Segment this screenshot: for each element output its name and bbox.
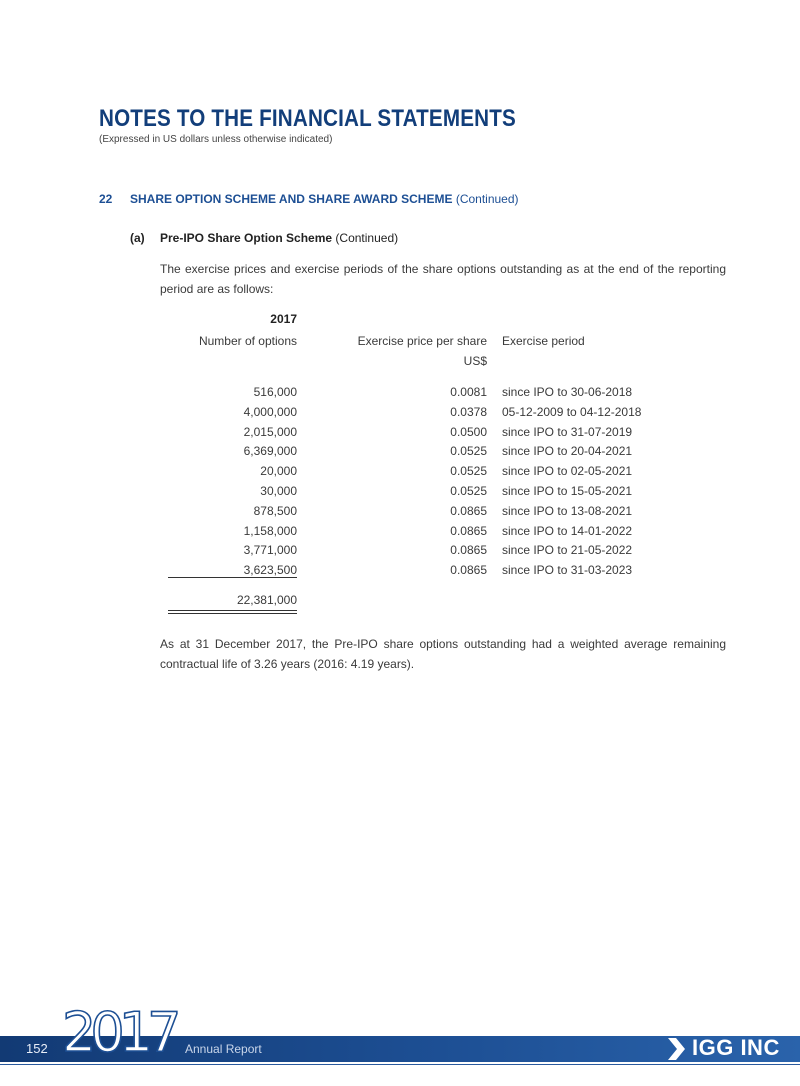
intro-paragraph: The exercise prices and exercise periods of the share options outstanding as at the end of the reporting period are as follows:: [160, 262, 726, 296]
price-cell: 0.0378: [450, 404, 487, 419]
page-subtitle: (Expressed in US dollars unless otherwise indicated): [99, 134, 333, 145]
period-cell: since IPO to 02-05-2021: [502, 464, 633, 479]
total-double-rule: [168, 610, 297, 614]
closing-paragraph: As at 31 December 2017, the Pre-IPO share options outstanding had a weighted average remaining contractual life of 3.26 years (2016: 4.19 years).: [160, 637, 726, 671]
subsection-continued: (Continued): [335, 231, 399, 245]
price-cell: 0.0525: [450, 464, 487, 479]
company-brand: IGG INC: [692, 1035, 780, 1060]
options-cell: 3,771,000: [243, 543, 297, 558]
options-cell: 30,000: [260, 483, 297, 498]
price-cell: 0.0500: [450, 424, 487, 439]
table-row: [160, 464, 720, 484]
options-cell: 3,623,500: [243, 563, 297, 578]
section-number: 22: [99, 192, 113, 206]
period-cell: 05-12-2009 to 04-12-2018: [502, 404, 642, 419]
period-cell: since IPO to 13-08-2021: [502, 503, 633, 518]
period-cell: since IPO to 15-05-2021: [502, 483, 633, 498]
table-row: [160, 444, 720, 464]
price-cell: 0.0865: [450, 543, 487, 558]
options-cell: 2,015,000: [243, 424, 297, 439]
price-cell: 0.0525: [450, 444, 487, 459]
price-cell: 0.0865: [450, 563, 487, 578]
table-row: [160, 504, 720, 524]
subsection-heading: [160, 231, 398, 245]
options-cell: 20,000: [260, 464, 297, 479]
period-cell: since IPO to 14-01-2022: [502, 523, 633, 538]
table-row: [160, 563, 720, 583]
table-row: [160, 543, 720, 563]
table-row: [160, 484, 720, 504]
subsection-title: Pre-IPO Share Option Scheme: [160, 231, 333, 245]
page-title: NOTES TO THE FINANCIAL STATEMENTS: [99, 105, 516, 132]
subsection-label: (a): [130, 231, 145, 245]
period-cell: since IPO to 31-07-2019: [502, 424, 633, 439]
period-cell: since IPO to 20-04-2021: [502, 444, 633, 459]
table-body: [160, 385, 720, 583]
table-row: [160, 385, 720, 405]
annual-report-label: Annual Report: [185, 1042, 262, 1056]
table-total: 22,381,000: [236, 593, 297, 607]
price-cell: 0.0865: [450, 523, 487, 538]
footer-rule: [0, 1064, 800, 1065]
table-row: [160, 425, 720, 445]
options-cell: 878,500: [253, 503, 297, 518]
section-title: SHARE OPTION SCHEME AND SHARE AWARD SCHEME: [130, 192, 453, 206]
column-header-price: Exercise price per share: [357, 334, 487, 348]
section-continued: (Continued): [455, 192, 519, 206]
page-number: 152: [26, 1041, 48, 1056]
chevron-right-icon: [666, 1038, 686, 1060]
subtotal-rule: [168, 577, 297, 578]
price-cell: 0.0865: [450, 503, 487, 518]
price-cell: 0.0081: [450, 385, 487, 399]
column-header-period: Exercise period: [502, 334, 585, 348]
period-cell: since IPO to 21-05-2022: [502, 543, 633, 558]
report-year-logo: 2017: [62, 1001, 176, 1064]
options-cell: 1,158,000: [243, 523, 297, 538]
options-cell: 6,369,000: [243, 444, 297, 459]
column-header-price-unit: US$: [463, 354, 487, 368]
period-cell: since IPO to 31-03-2023: [502, 563, 633, 578]
section-heading: [130, 192, 519, 206]
column-header-options: Number of options: [198, 334, 297, 348]
table-year-header: 2017: [270, 312, 297, 326]
options-cell: 4,000,000: [243, 404, 297, 419]
price-cell: 0.0525: [450, 483, 487, 498]
period-cell: since IPO to 30-06-2018: [502, 385, 633, 399]
table-row: [160, 524, 720, 544]
options-cell: 516,000: [253, 385, 297, 399]
table-row: [160, 405, 720, 425]
